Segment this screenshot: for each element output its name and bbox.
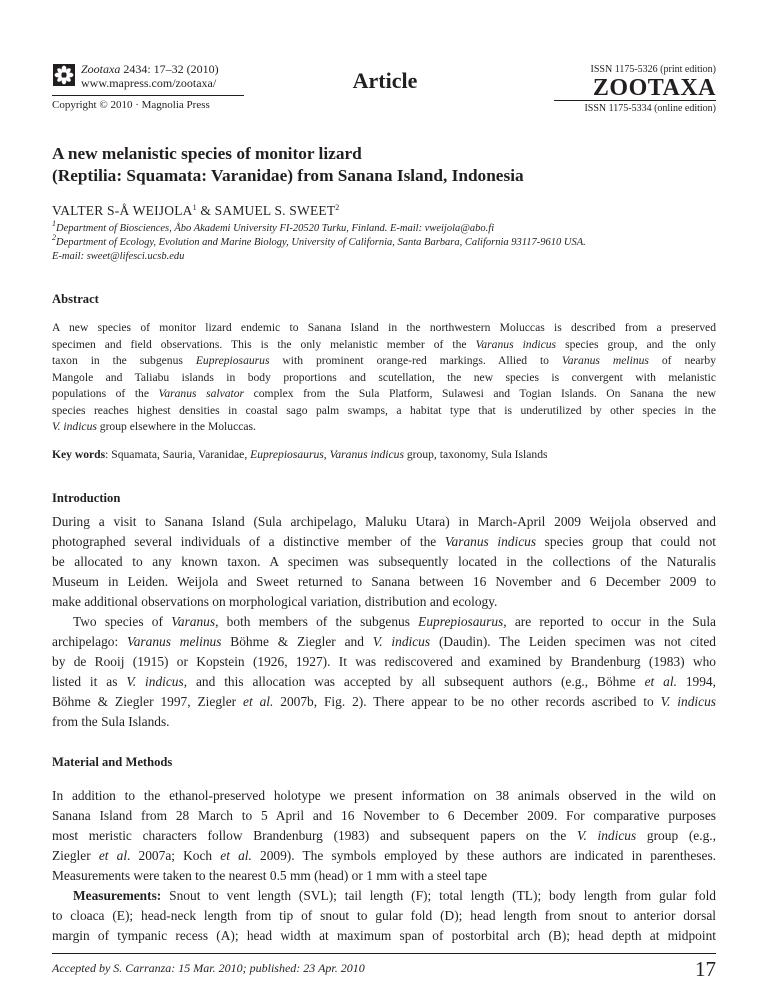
header-divider-right bbox=[554, 100, 716, 101]
article-title-line-1: A new melanistic species of monitor lizard bbox=[52, 144, 362, 163]
abstract-line-last: V. indicus group elsewhere in the Moluccas. bbox=[52, 420, 256, 433]
author-name: SAMUEL S. SWEET bbox=[214, 203, 336, 218]
body-line: Böhme & Ziegler 1997, Ziegler et al. 2007b, Fig. 2). There appear to be no other records ascribed to V. indicus bbox=[52, 694, 716, 709]
affiliation-text: Department of Ecology, Evolution and Marine Biology, University of California, Santa Barbara, California 93117-9610 USA. bbox=[56, 237, 586, 248]
body-line: to cloaca (E); head-neck length from tip of snout to gular fold (D); head length from snout to anterior dorsal bbox=[52, 908, 716, 923]
body-line: Sanana Island from 28 March to 5 April and 16 November to 6 December 2009. For comparative purposes bbox=[52, 808, 716, 823]
methods-heading: Material and Methods bbox=[52, 755, 173, 769]
abstract-line: species reaches highest densities in coastal sago palm swamps, a habitat type that is underutilized by other species in the bbox=[52, 403, 716, 417]
body-line: most meristic characters follow Brandenburg (1983) and subsequent papers on the V. indicus group (e.g., bbox=[52, 828, 716, 843]
affiliation-text: Department of Biosciences, Åbo Akademi University FI-20520 Turku, Finland. E-mail: vweijola@abo.fi bbox=[56, 223, 495, 234]
journal-citation bbox=[81, 62, 219, 76]
author-list bbox=[52, 203, 340, 219]
affiliation-2-email: E-mail: sweet@lifesci.ucsb.edu bbox=[52, 251, 185, 262]
body-line: listed it as V. indicus, and this allocation was accepted by all subsequent authors (e.g., Böhme et al. 1994, bbox=[52, 674, 716, 689]
body-line: from the Sula Islands. bbox=[52, 714, 170, 729]
article-type-label: Article bbox=[352, 68, 418, 93]
zootaxa-wordmark: ZOOTAXA bbox=[592, 75, 716, 101]
body-line: make additional observations on morphological variation, distribution and ecology. bbox=[52, 594, 498, 609]
journal-url-link[interactable]: www.mapress.com/zootaxa/ bbox=[81, 76, 217, 90]
body-line: be allocated to any known taxon. A specimen was subsequently located in the collections of the Naturalis bbox=[52, 554, 716, 569]
keywords-line: Key words: Squamata, Sauria, Varanidae, Euprepiosaurus, Varanus indicus group, taxonomy, Sula Islands bbox=[52, 448, 548, 461]
article-title-line-2: (Reptilia: Squamata: Varanidae) from Sanana Island, Indonesia bbox=[52, 166, 524, 185]
issn-online: ISSN 1175-5334 (online edition) bbox=[584, 103, 716, 114]
body-line: During a visit to Sanana Island (Sula archipelago, Maluku Utara) in March-April 2009 Weijola observed and bbox=[52, 514, 716, 529]
affiliation-2 bbox=[52, 233, 586, 250]
body-line: Two species of Varanus, both members of the subgenus Euprepiosaurus, are reported to occur in the Sula bbox=[73, 614, 716, 629]
journal-name: Zootaxa bbox=[81, 62, 121, 76]
abstract-line: specimen and field observations. This is the only melanistic member of the Varanus indicus species group, and the only bbox=[52, 337, 716, 351]
abstract-heading: Abstract bbox=[52, 292, 99, 306]
issn-print: ISSN 1175-5326 (print edition) bbox=[590, 64, 716, 75]
affiliation-marker: 1 bbox=[192, 203, 197, 212]
affiliation-marker: 1 bbox=[52, 219, 56, 228]
introduction-heading: Introduction bbox=[52, 491, 121, 505]
body-line: In addition to the ethanol-preserved holotype we present information on 38 animals observed in the wild on bbox=[52, 788, 716, 803]
footer-divider bbox=[52, 953, 716, 954]
abstract-line: populations of the Varanus salvator complex from the Sula Platform, Sulawesi and Togian Islands. On Sanana the new bbox=[52, 387, 716, 400]
journal-volume-pages: 2434: 17–32 (2010) bbox=[120, 62, 219, 76]
abstract-line: taxon in the subgenus Euprepiosaurus with prominent orange-red markings. Allied to Varanus melinus of nearby bbox=[52, 354, 717, 367]
keywords-label: Key words bbox=[52, 448, 106, 461]
body-line: photographed several individuals of a distinctive member of the Varanus indicus species group that could not bbox=[52, 534, 716, 549]
body-line: margin of tympanic recess (A); head width at maximum span of postorbital arch (B); head depth at midpoint bbox=[52, 928, 716, 943]
affiliation-marker: 2 bbox=[335, 203, 340, 212]
body-line: Ziegler et al. 2007a; Koch et al. 2009). The symbols employed by these authors are indicated in parentheses. bbox=[52, 848, 717, 863]
body-line: Museum in Leiden. Weijola and Sweet returned to Sanana between 16 November and 6 December 2009 to bbox=[52, 574, 716, 589]
affiliation-1 bbox=[52, 219, 495, 236]
abstract-line: A new species of monitor lizard endemic to Sanana Island in the northwestern Moluccas is described from a preserved bbox=[52, 321, 716, 334]
measurements-label: Measurements: bbox=[73, 888, 162, 903]
body-line: archipelago: Varanus melinus Böhme & Ziegler and V. indicus (Daudin). The Leiden specimen was not cited bbox=[52, 634, 716, 649]
body-line: Measurements were taken to the nearest 0.5 mm (head) or 1 mm with a steel tape bbox=[52, 868, 488, 883]
header-divider-left bbox=[52, 95, 244, 96]
accepted-published-dates: Accepted by S. Carranza: 15 Mar. 2010; published: 23 Apr. 2010 bbox=[52, 961, 365, 975]
body-line: Measurements: Snout to vent length (SVL); tail length (F); total length (TL); body length from gular fold bbox=[73, 888, 716, 903]
page-number: 17 bbox=[695, 957, 716, 981]
body-line: by de Rooij (1915) or Kopstein (1926, 1927). It was rediscovered and examined by Brandenburg (1983) who bbox=[52, 654, 716, 669]
magnolia-press-logo-icon bbox=[53, 64, 75, 86]
affiliation-marker: 2 bbox=[52, 233, 56, 242]
author-name: VALTER S-Å WEIJOLA bbox=[52, 203, 193, 218]
author-separator: & bbox=[196, 203, 215, 218]
copyright-notice: Copyright © 2010 · Magnolia Press bbox=[52, 99, 210, 111]
abstract-line: Mangole and Taliabu islands in body proportions and scutellation, the new species is convergent with melanistic bbox=[52, 370, 716, 384]
